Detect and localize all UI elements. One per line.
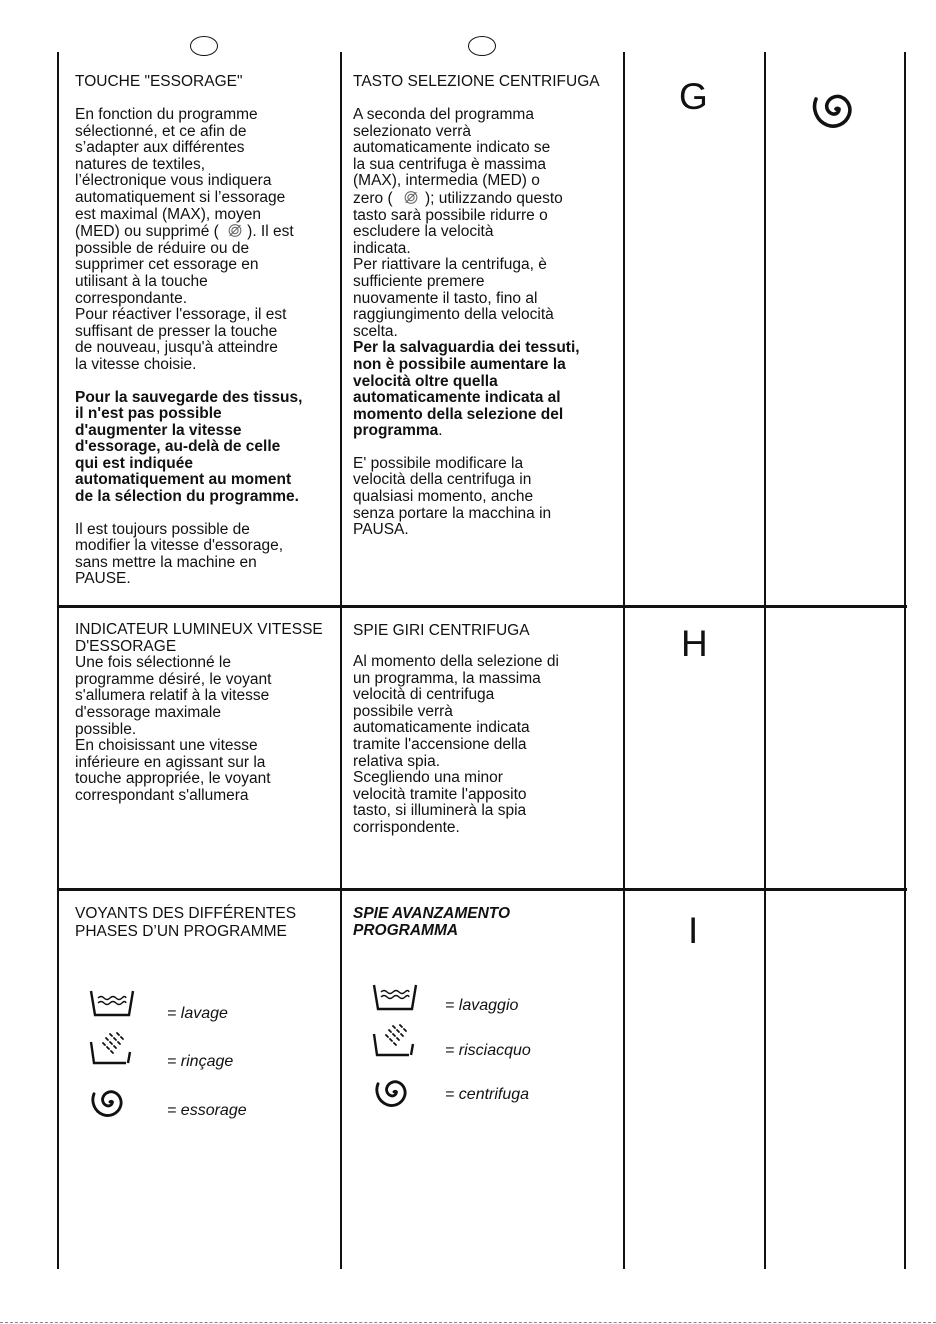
section-i-it [353,905,621,939]
section-i-it-title: SPIE AVANZAMENTO PROGRAMMA [353,905,511,939]
legend-spin-label-it: = centrifuga [445,1086,530,1103]
section-h-fr-title: INDICATEUR LUMINEUX VITESSE D'ESSORAGE [75,621,323,655]
section-g-it-note: E' possibile modificare la velocità della centrifuga in qualsiasi momento, anche senza portare la macchina in PAUSA. [353,454,552,539]
section-h-it-body: Al momento della selezione di un programma, la massima velocità di centrifuga possibile verrà automaticamente indicata tramite l'accensione della relativa spia. Scegliendo una minor velocità tramite l'apposito tasto, si illuminerà la spia corrispondente. [353,653,559,836]
section-h-fr-body: Une fois sélectionné le programme désiré, le voyant s'allumera relatif à la vitesse d'essorage maximale possible. En choisissant une vitesse inférieure en agissant sur la touche appropriée, le voyant correspondant s'allumera [75,654,272,804]
wash-tub-icon [371,982,419,1012]
section-g-letter: G [679,76,708,117]
section-h-fr [75,622,337,805]
column-divider-4 [764,52,766,1269]
wash-tub-icon [88,988,136,1018]
spin-spiral-icon [811,83,861,133]
spin-spiral-icon [90,1081,130,1121]
page-cut-line [0,1322,936,1323]
section-g-fr-note: Il est toujours possible de modifier la vitesse d'essorage, sans mettre la machine en PAUSE. [75,520,284,588]
legend-rinse-label-it: = risciacquo [445,1042,531,1059]
section-g-it-body: A seconda del programma selezionato verrà automaticamente indicato se la sua centrifuga è massima (MAX), intermedia (MED) o zero ( ); utilizzando questo tasto sarà possibile ridurre o escludere la velocità indicata. Per riattivare la centrifuga, è sufficiente premere nuovamente il tasto, fino al raggiungimento della velocità scelta. [353,106,563,340]
section-i-letter: I [688,910,699,951]
rinse-tub-icon [371,1022,415,1058]
section-g-fr-warning: Pour la sauvegarde des tissus, il n'est pas possible d'augmenter la vitesse d'essorage, au-delà de celle qui est indiquée automatiquement au moment de la sélection du programme. [75,388,303,506]
section-g-fr [75,73,337,588]
spin-spiral-icon [374,1071,414,1111]
section-g-fr-body: En fonction du programme sélectionné, et ce afin de s’adapter aux différentes natures de textiles, l’électronique vous indiquera automatiquement si l’essorage est maximal (MAX), moyen (MED) ou supprimé ( ). Il est possible de réduire ou de supprimer cet essorage en utilisant à la touche correspondante. Pour réactiver l'essorage, il est suffisant de presser la touche de nouveau, jusqu'à atteindre la vitesse choisie. [75,106,294,373]
column-divider-3 [623,52,625,1269]
section-i-fr [75,905,337,941]
section-g-fr-title: TOUCHE "ESSORAGE" [75,73,243,90]
column-divider-2 [340,52,342,1269]
legend-wash-label-it: = lavaggio [445,997,519,1014]
section-i-fr-title: VOYANTS DES DIFFÉRENTES PHASES D’UN PROGRAMME [75,905,297,940]
rinse-tub-icon [88,1030,132,1066]
legend-wash-label-fr: = lavage [167,1005,228,1022]
language-flag-circle-icon [190,36,218,56]
section-g-it-warning: Per la salvaguardia dei tessuti, non è possibile aumentare la velocità oltre quella automaticamente indicata al momento della selezione del programma. [353,339,580,440]
legend-rinse-label-fr: = rinçage [167,1053,234,1070]
section-h-letter: H [681,623,708,664]
column-divider-5 [904,52,906,1269]
language-flag-circle-icon [468,36,496,56]
row-divider-1 [57,605,907,608]
legend-spin-label-fr: = essorage [167,1102,247,1119]
section-g-it [353,73,621,539]
section-h-it-title: SPIE GIRI CENTRIFUGA [353,622,530,639]
spin-off-icon [402,190,420,205]
section-h-it [353,622,621,837]
spin-off-icon [226,223,244,238]
row-divider-2 [57,888,907,891]
column-divider-1 [57,52,59,1269]
section-g-it-title: TASTO SELEZIONE CENTRIFUGA [353,73,600,90]
